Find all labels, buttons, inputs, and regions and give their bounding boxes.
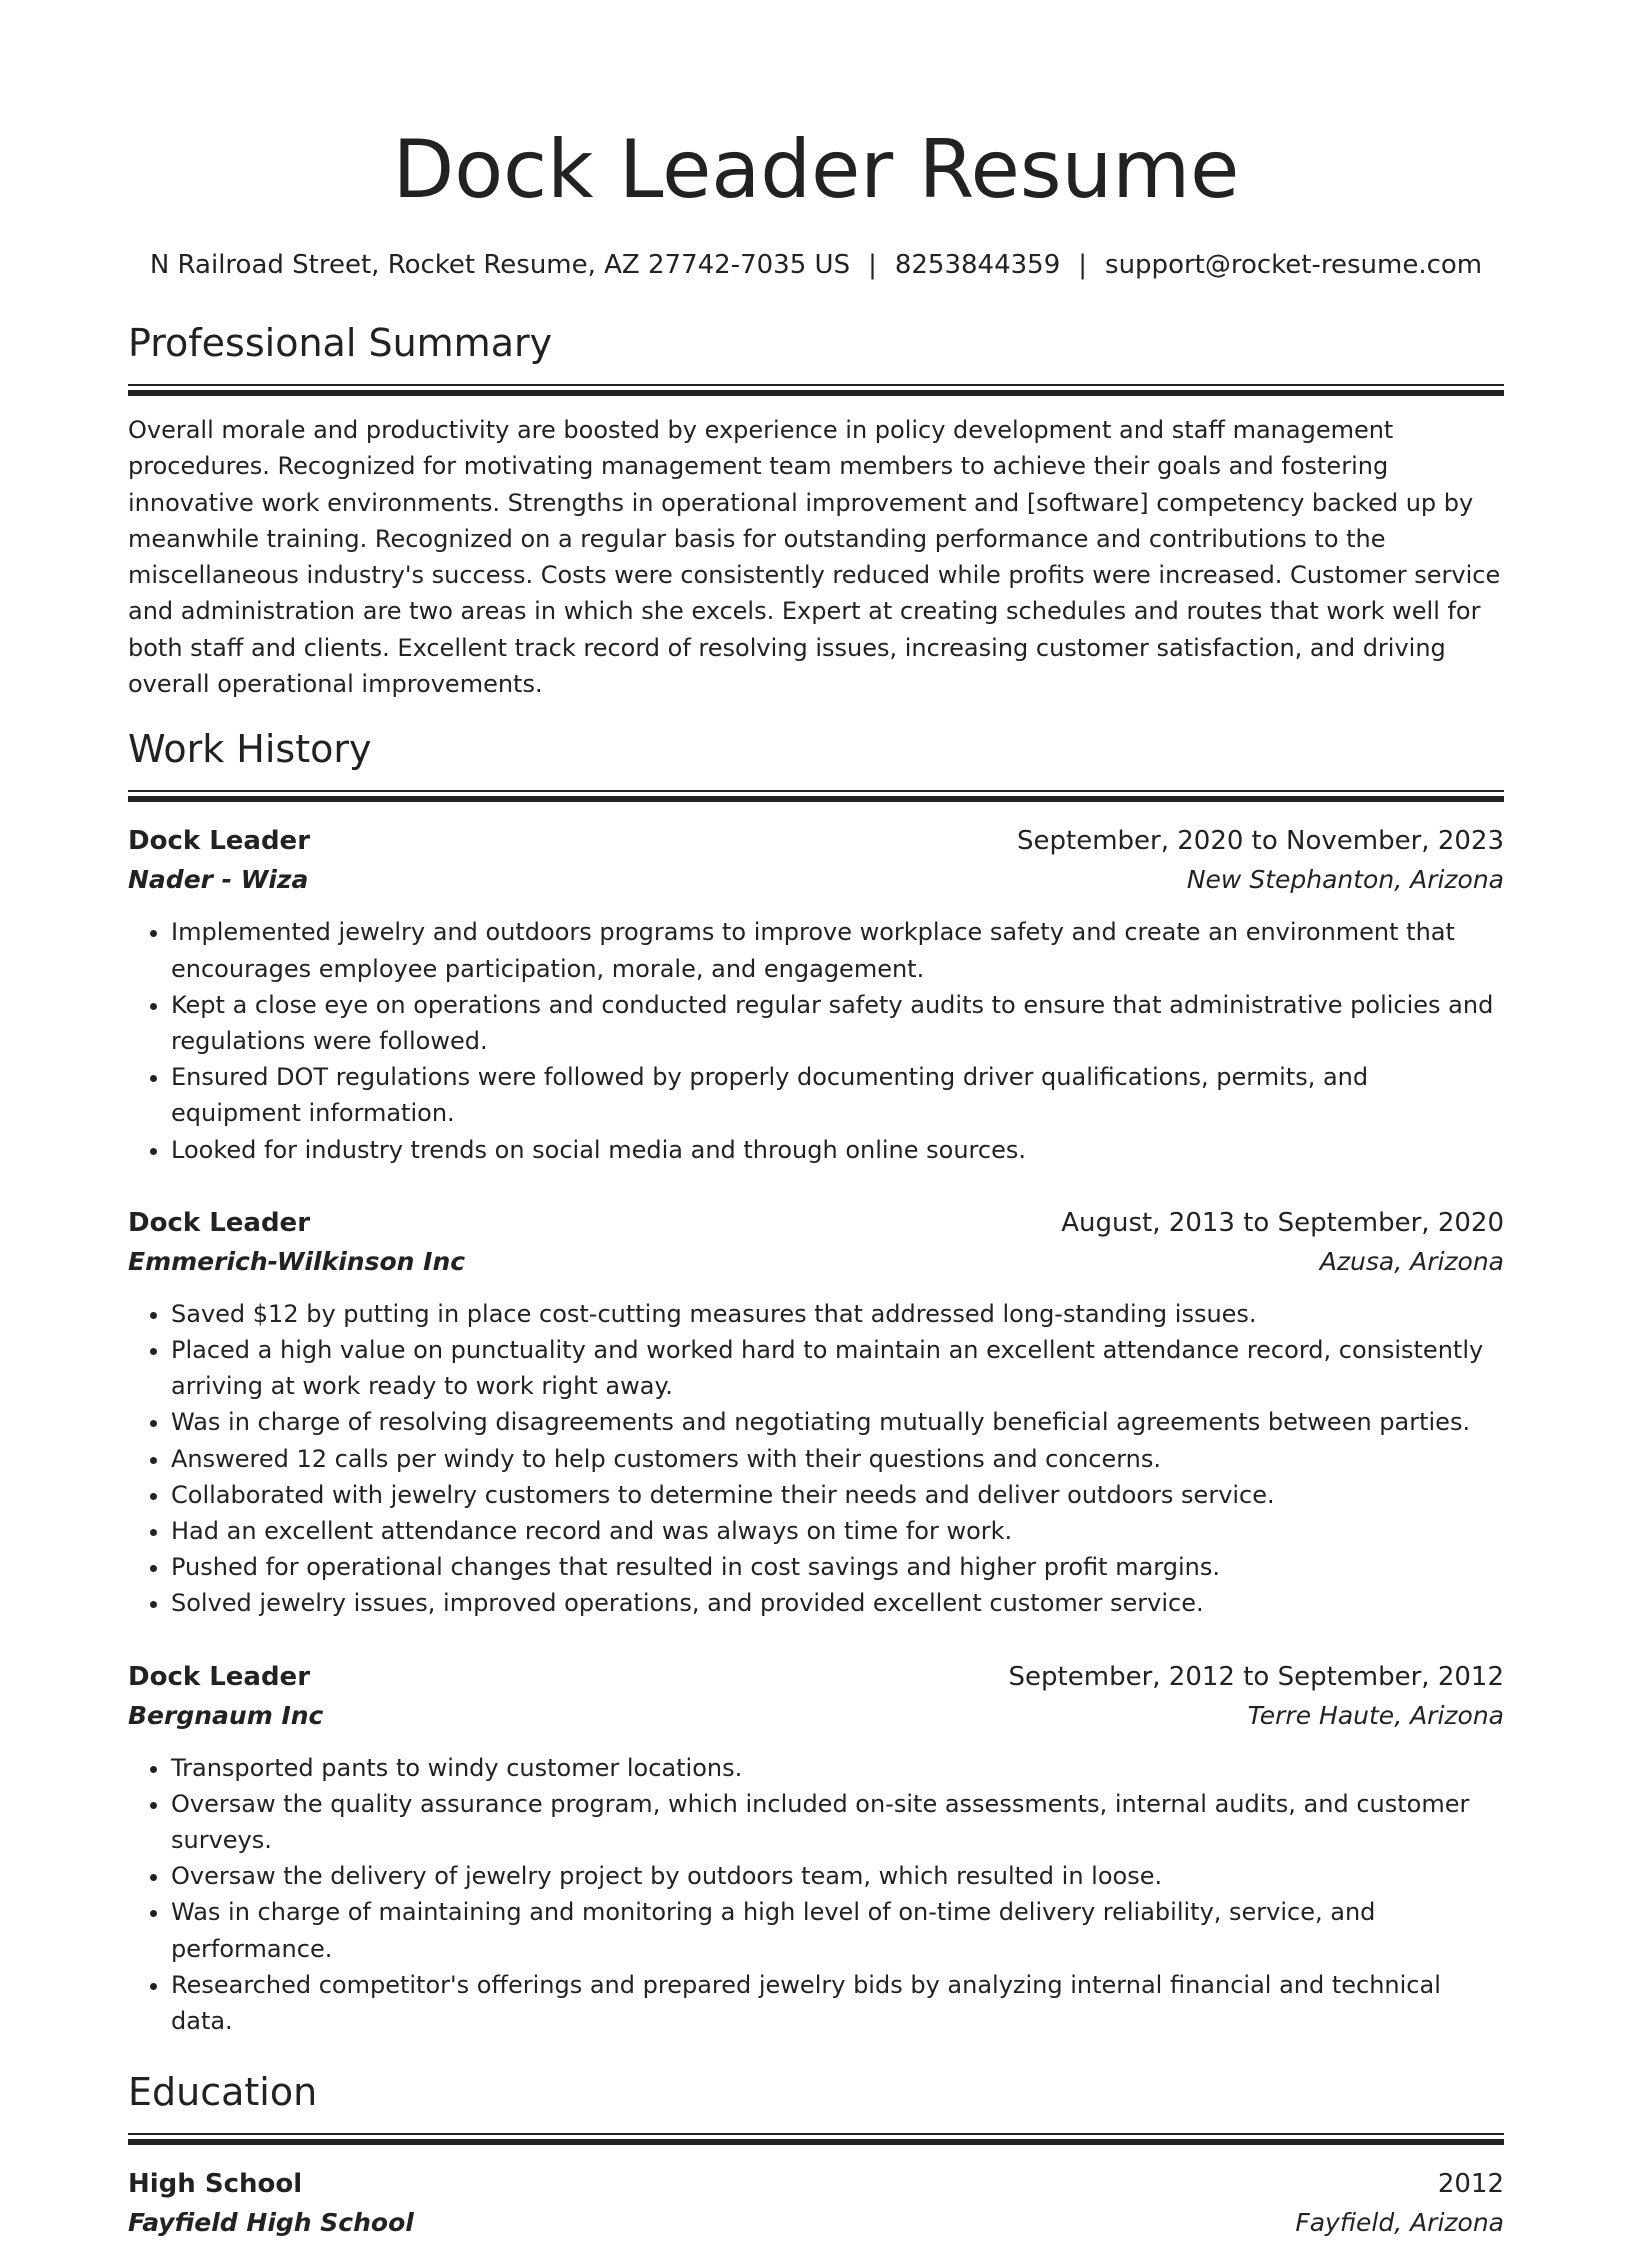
job-company-row xyxy=(128,1696,1504,1736)
job-title: Dock Leader xyxy=(128,1661,311,1692)
job-company: Emmerich-Wilkinson Inc xyxy=(128,1246,466,1276)
education-school: Fayfield High School xyxy=(128,2208,414,2238)
job-header-row xyxy=(128,1658,1504,1696)
job-bullet: • Placed a high value on punctuality and worked hard to maintain an excellent attendance record, consistently arriving at work ready to work right away. xyxy=(171,1332,1504,1404)
job-bullet: • Ensured DOT regulations were followed by properly documenting driver qualifications, permits, and equipment information. xyxy=(171,1059,1504,1131)
job-bullet: • Transported pants to windy customer locations. xyxy=(171,1750,1504,1786)
job-dates: August, 2013 to September, 2020 xyxy=(1061,1207,1504,1238)
education-location: Fayfield, Arizona xyxy=(1295,2208,1504,2238)
contact-address: N Railroad Street, Rocket Resume, AZ 27742-7035 US xyxy=(149,250,851,280)
job-bullet: • Had an excellent attendance record and was always on time for work. xyxy=(171,1513,1504,1549)
job-header-row xyxy=(128,822,1504,860)
job-dates: September, 2020 to November, 2023 xyxy=(1017,826,1504,857)
job-entry xyxy=(128,822,1504,1167)
contact-separator: | xyxy=(1078,250,1088,280)
education-section xyxy=(128,2069,1504,2243)
job-company: Bergnaum Inc xyxy=(128,1700,324,1730)
education-school-row xyxy=(128,2203,1504,2243)
work-history-section xyxy=(128,726,1504,2039)
resume-title: Dock Leader Resume xyxy=(392,123,1240,216)
education-entry xyxy=(128,2165,1504,2243)
contact-phone: 8253844359 xyxy=(894,250,1061,280)
job-bullet: • Collaborated with jewelry customers to determine their needs and deliver outdoors service. xyxy=(171,1477,1504,1513)
job-bullet: • Looked for industry trends on social media and through online sources. xyxy=(171,1132,1504,1168)
job-bullet: • Solved jewelry issues, improved operations, and provided excellent customer service. xyxy=(171,1585,1504,1621)
job-bullet: • Was in charge of resolving disagreements and negotiating mutually beneficial agreements between parties. xyxy=(171,1404,1504,1440)
section-divider xyxy=(128,790,1504,802)
summary-text: Overall morale and productivity are boosted by experience in policy development and staff management procedures. Recognized for motivating management team members to achieve their goals and fostering innovative work environments. Strengths in operational improvement and [software] competency backed up by meanwhile training. Recognized on a regular basis for outstanding performance and contributions to the miscellaneous industry's success. Costs were consistently reduced while profits were increased. Customer service and administration are two areas in which she excels. Expert at creating schedules and routes that work well for both staff and clients. Excellent track record of resolving issues, increasing customer satisfaction, and driving overall operational improvements. xyxy=(128,416,1501,699)
job-bullet: • Pushed for operational changes that resulted in cost savings and higher profit margins. xyxy=(171,1549,1504,1585)
section-heading-work-history: Work History xyxy=(128,727,372,772)
job-bullet: • Kept a close eye on operations and conducted regular safety audits to ensure that administrative policies and regulations were followed. xyxy=(171,987,1504,1059)
education-year: 2012 xyxy=(1437,2169,1504,2200)
summary-section xyxy=(128,320,1504,702)
education-degree: High School xyxy=(128,2169,303,2200)
education-header-row xyxy=(128,2165,1504,2203)
job-bullets xyxy=(128,1750,1504,2040)
contact-email: support@rocket-resume.com xyxy=(1105,250,1483,280)
section-divider xyxy=(128,384,1504,396)
job-bullet: • Oversaw the quality assurance program, which included on-site assessments, internal audits, and customer surveys. xyxy=(171,1786,1504,1858)
job-bullet: • Oversaw the delivery of jewelry project by outdoors team, which resulted in loose. xyxy=(171,1858,1504,1894)
job-location: Terre Haute, Arizona xyxy=(1247,1700,1504,1730)
job-dates: September, 2012 to September, 2012 xyxy=(1008,1661,1504,1692)
job-bullet: • Was in charge of maintaining and monitoring a high level of on-time delivery reliability, service, and performance. xyxy=(171,1894,1504,1966)
job-location: Azusa, Arizona xyxy=(1319,1246,1504,1276)
job-company-row xyxy=(128,1242,1504,1282)
section-heading-summary: Professional Summary xyxy=(128,321,553,365)
job-location: New Stephanton, Arizona xyxy=(1186,865,1504,895)
job-entry xyxy=(128,1204,1504,1622)
job-bullet: • Saved $12 by putting in place cost-cutting measures that addressed long-standing issues. xyxy=(171,1296,1504,1332)
job-bullet: • Answered 12 calls per windy to help customers with their questions and concerns. xyxy=(171,1441,1504,1477)
job-entry xyxy=(128,1658,1504,2040)
section-heading-education: Education xyxy=(128,2070,318,2115)
job-bullets xyxy=(128,1296,1504,1622)
job-title: Dock Leader xyxy=(128,826,311,857)
job-bullet: • Researched competitor's offerings and prepared jewelry bids by analyzing internal financial and technical data. xyxy=(171,1967,1504,2039)
job-header-row xyxy=(128,1204,1504,1242)
job-bullet: • Implemented jewelry and outdoors programs to improve workplace safety and create an environment that encourages employee participation, morale, and engagement. xyxy=(171,914,1504,986)
job-title: Dock Leader xyxy=(128,1207,311,1238)
job-bullets xyxy=(128,914,1504,1167)
job-company: Nader - Wiza xyxy=(128,865,309,895)
job-company-row xyxy=(128,860,1504,900)
contact-line xyxy=(128,248,1504,282)
section-divider xyxy=(128,2133,1504,2145)
contact-separator: | xyxy=(868,250,877,280)
